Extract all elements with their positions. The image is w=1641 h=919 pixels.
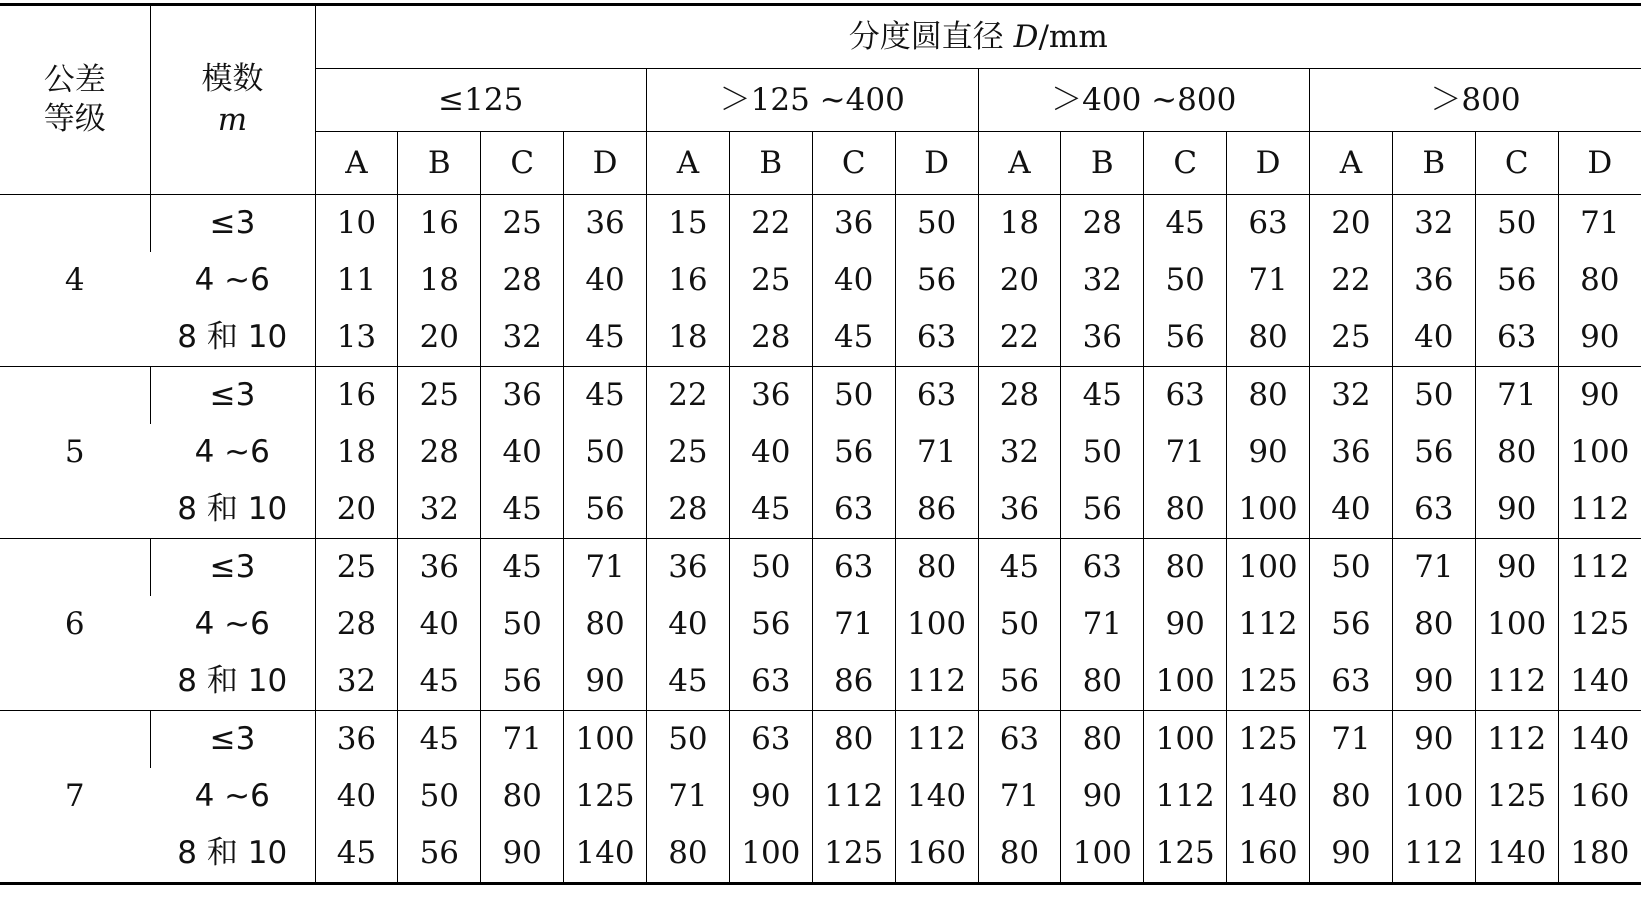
module-cell: ≤3: [150, 539, 315, 597]
value-cell: 63: [978, 711, 1061, 769]
value-cell: 100: [1558, 424, 1641, 481]
value-cell: 90: [481, 825, 564, 884]
value-cell: 10: [315, 195, 398, 253]
value-cell: 28: [729, 309, 812, 367]
value-cell: 32: [1392, 195, 1475, 253]
value-cell: 20: [1310, 195, 1393, 253]
value-cell: 11: [315, 252, 398, 309]
value-cell: 32: [315, 653, 398, 711]
value-cell: 80: [895, 539, 978, 597]
value-cell: 63: [1061, 539, 1144, 597]
value-cell: 180: [1558, 825, 1641, 884]
value-cell: 22: [729, 195, 812, 253]
value-cell: 25: [315, 539, 398, 597]
value-cell: 25: [647, 424, 730, 481]
value-cell: 28: [1061, 195, 1144, 253]
value-cell: 71: [1061, 596, 1144, 653]
grade-cell: 4: [0, 195, 150, 367]
value-cell: 80: [1310, 768, 1393, 825]
value-cell: 90: [1392, 653, 1475, 711]
value-cell: 160: [1558, 768, 1641, 825]
value-cell: 28: [978, 367, 1061, 425]
value-cell: 80: [1227, 367, 1310, 425]
value-cell: 45: [481, 481, 564, 539]
value-cell: 50: [647, 711, 730, 769]
value-cell: 140: [1558, 653, 1641, 711]
value-cell: 112: [1558, 481, 1641, 539]
value-cell: 71: [647, 768, 730, 825]
value-cell: 63: [1310, 653, 1393, 711]
table-row: [0, 539, 1641, 597]
value-cell: 80: [1227, 309, 1310, 367]
grade-cell: 6: [0, 539, 150, 711]
value-cell: 125: [1144, 825, 1227, 884]
value-cell: 56: [1144, 309, 1227, 367]
value-cell: 40: [812, 252, 895, 309]
module-header-symbol: m: [217, 102, 248, 138]
value-cell: 90: [1061, 768, 1144, 825]
value-cell: 100: [1227, 539, 1310, 597]
value-cell: 50: [1475, 195, 1558, 253]
value-cell: 22: [647, 367, 730, 425]
value-cell: 90: [1558, 367, 1641, 425]
value-cell: 140: [1558, 711, 1641, 769]
diameter-header: [315, 5, 1641, 69]
value-cell: 50: [895, 195, 978, 253]
value-cell: 36: [315, 711, 398, 769]
value-cell: 16: [647, 252, 730, 309]
value-cell: 50: [812, 367, 895, 425]
value-cell: 112: [1392, 825, 1475, 884]
value-cell: 50: [1144, 252, 1227, 309]
value-cell: 125: [812, 825, 895, 884]
module-cell: 8 和 10: [177, 663, 288, 699]
value-cell: 45: [564, 367, 647, 425]
table-row: [0, 768, 1641, 825]
value-cell: 56: [1310, 596, 1393, 653]
value-cell: 100: [895, 596, 978, 653]
value-cell: 100: [729, 825, 812, 884]
value-cell: 80: [978, 825, 1061, 884]
value-cell: 56: [1392, 424, 1475, 481]
value-cell: 50: [1061, 424, 1144, 481]
value-cell: 112: [1558, 539, 1641, 597]
value-cell: 18: [978, 195, 1061, 253]
table-row: [0, 481, 1641, 539]
value-cell: 22: [978, 309, 1061, 367]
value-cell: 80: [564, 596, 647, 653]
value-cell: 16: [315, 367, 398, 425]
value-cell: 36: [481, 367, 564, 425]
value-cell: 40: [729, 424, 812, 481]
table-row: [0, 653, 1641, 711]
value-cell: 112: [1475, 711, 1558, 769]
value-cell: 50: [1392, 367, 1475, 425]
value-cell: 100: [1227, 481, 1310, 539]
subcolumn-header: D: [1227, 132, 1310, 195]
value-cell: 63: [729, 653, 812, 711]
value-cell: 40: [647, 596, 730, 653]
value-cell: 90: [1475, 539, 1558, 597]
value-cell: 36: [1061, 309, 1144, 367]
value-cell: 18: [647, 309, 730, 367]
diameter-title: 分度圆直径: [848, 18, 1004, 55]
value-cell: 63: [1227, 195, 1310, 253]
subcolumn-header: B: [1061, 132, 1144, 195]
value-cell: 63: [729, 711, 812, 769]
value-cell: 63: [812, 539, 895, 597]
value-cell: 45: [812, 309, 895, 367]
value-cell: 90: [1310, 825, 1393, 884]
value-cell: 90: [1475, 481, 1558, 539]
table-row: [0, 195, 1641, 253]
table-row: [0, 252, 1641, 309]
value-cell: 56: [812, 424, 895, 481]
value-cell: 45: [647, 653, 730, 711]
value-cell: 22: [1310, 252, 1393, 309]
value-cell: 100: [1061, 825, 1144, 884]
value-cell: 18: [315, 424, 398, 481]
value-cell: 36: [812, 195, 895, 253]
value-cell: 50: [398, 768, 481, 825]
value-cell: 63: [1144, 367, 1227, 425]
value-cell: 80: [481, 768, 564, 825]
value-cell: 160: [1227, 825, 1310, 884]
value-cell: 100: [1392, 768, 1475, 825]
value-cell: 25: [1310, 309, 1393, 367]
value-cell: 63: [895, 309, 978, 367]
value-cell: 56: [481, 653, 564, 711]
range-header: ≤125: [315, 69, 647, 132]
value-cell: 140: [564, 825, 647, 884]
value-cell: 71: [481, 711, 564, 769]
value-cell: 25: [729, 252, 812, 309]
value-cell: 28: [315, 596, 398, 653]
value-cell: 45: [1061, 367, 1144, 425]
value-cell: 90: [564, 653, 647, 711]
value-cell: 20: [398, 309, 481, 367]
value-cell: 71: [1392, 539, 1475, 597]
value-cell: 28: [647, 481, 730, 539]
value-cell: 16: [398, 195, 481, 253]
module-cell: 8 和 10: [177, 319, 288, 355]
value-cell: 71: [1558, 195, 1641, 253]
value-cell: 80: [1144, 539, 1227, 597]
value-cell: 36: [1392, 252, 1475, 309]
value-cell: 80: [1392, 596, 1475, 653]
value-cell: 80: [1558, 252, 1641, 309]
value-cell: 71: [895, 424, 978, 481]
value-cell: 25: [398, 367, 481, 425]
value-cell: 112: [895, 653, 978, 711]
value-cell: 20: [315, 481, 398, 539]
value-cell: 50: [481, 596, 564, 653]
subcolumn-header: B: [398, 132, 481, 195]
subcolumn-header: A: [978, 132, 1061, 195]
value-cell: 40: [481, 424, 564, 481]
value-cell: 71: [1144, 424, 1227, 481]
subcolumn-header: D: [895, 132, 978, 195]
value-cell: 90: [729, 768, 812, 825]
value-cell: 45: [398, 653, 481, 711]
value-cell: 40: [1392, 309, 1475, 367]
value-cell: 90: [1392, 711, 1475, 769]
subcolumn-header: D: [564, 132, 647, 195]
subcolumn-header: A: [1310, 132, 1393, 195]
value-cell: 40: [564, 252, 647, 309]
module-cell: 4 ~6: [194, 778, 270, 814]
value-cell: 50: [729, 539, 812, 597]
value-cell: 63: [1475, 309, 1558, 367]
value-cell: 45: [729, 481, 812, 539]
value-cell: 45: [1144, 195, 1227, 253]
value-cell: 80: [812, 711, 895, 769]
value-cell: 18: [398, 252, 481, 309]
value-cell: 56: [978, 653, 1061, 711]
value-cell: 45: [315, 825, 398, 884]
diameter-unit: /mm: [1038, 18, 1108, 55]
value-cell: 125: [1558, 596, 1641, 653]
grade-header: [0, 5, 150, 195]
module-header-label: 模数: [201, 61, 264, 97]
value-cell: 112: [895, 711, 978, 769]
module-cell: ≤3: [150, 195, 315, 253]
module-cell: ≤3: [150, 367, 315, 425]
subcolumn-header: C: [481, 132, 564, 195]
table-row: [0, 711, 1641, 769]
value-cell: 32: [398, 481, 481, 539]
value-cell: 63: [812, 481, 895, 539]
value-cell: 140: [1227, 768, 1310, 825]
value-cell: 71: [1227, 252, 1310, 309]
value-cell: 45: [564, 309, 647, 367]
value-cell: 112: [1144, 768, 1227, 825]
value-cell: 36: [647, 539, 730, 597]
value-cell: 90: [1558, 309, 1641, 367]
grade-cell: 5: [0, 367, 150, 539]
range-header: ＞400 ~800: [978, 69, 1310, 132]
table-row: [0, 309, 1641, 367]
value-cell: 71: [978, 768, 1061, 825]
value-cell: 86: [812, 653, 895, 711]
value-cell: 40: [398, 596, 481, 653]
value-cell: 32: [978, 424, 1061, 481]
value-cell: 125: [1227, 711, 1310, 769]
value-cell: 80: [1475, 424, 1558, 481]
module-header: [150, 5, 315, 195]
subcolumn-header: B: [1392, 132, 1475, 195]
subcolumn-header: C: [1475, 132, 1558, 195]
value-cell: 25: [481, 195, 564, 253]
value-cell: 36: [978, 481, 1061, 539]
value-cell: 45: [398, 711, 481, 769]
value-cell: 160: [895, 825, 978, 884]
value-cell: 140: [895, 768, 978, 825]
value-cell: 32: [1310, 367, 1393, 425]
value-cell: 80: [1061, 711, 1144, 769]
subcolumn-header: A: [315, 132, 398, 195]
value-cell: 36: [398, 539, 481, 597]
value-cell: 100: [1144, 653, 1227, 711]
module-cell: 8 和 10: [177, 835, 288, 871]
subcolumn-header: A: [647, 132, 730, 195]
table-body: [0, 195, 1641, 884]
tolerance-table: [0, 3, 1641, 885]
value-cell: 125: [1227, 653, 1310, 711]
value-cell: 56: [895, 252, 978, 309]
value-cell: 100: [1475, 596, 1558, 653]
value-cell: 71: [1475, 367, 1558, 425]
value-cell: 125: [564, 768, 647, 825]
value-cell: 86: [895, 481, 978, 539]
module-cell: 8 和 10: [177, 491, 288, 527]
table-header: [0, 5, 1641, 195]
value-cell: 32: [481, 309, 564, 367]
value-cell: 28: [481, 252, 564, 309]
value-cell: 90: [1227, 424, 1310, 481]
value-cell: 112: [812, 768, 895, 825]
value-cell: 71: [564, 539, 647, 597]
value-cell: 80: [1144, 481, 1227, 539]
value-cell: 100: [564, 711, 647, 769]
value-cell: 80: [1061, 653, 1144, 711]
value-cell: 32: [1061, 252, 1144, 309]
value-cell: 40: [315, 768, 398, 825]
value-cell: 13: [315, 309, 398, 367]
module-cell: ≤3: [150, 711, 315, 769]
table-row: [0, 424, 1641, 481]
table-row: [0, 367, 1641, 425]
value-cell: 56: [564, 481, 647, 539]
module-cell: 4 ~6: [194, 606, 270, 642]
value-cell: 56: [1475, 252, 1558, 309]
value-cell: 71: [812, 596, 895, 653]
value-cell: 50: [564, 424, 647, 481]
value-cell: 45: [978, 539, 1061, 597]
module-cell: 4 ~6: [194, 434, 270, 470]
value-cell: 50: [1310, 539, 1393, 597]
module-cell: 4 ~6: [194, 262, 270, 298]
diameter-symbol: D: [1013, 18, 1039, 55]
value-cell: 36: [1310, 424, 1393, 481]
value-cell: 90: [1144, 596, 1227, 653]
value-cell: 20: [978, 252, 1061, 309]
grade-header-line1: 公差: [43, 62, 106, 98]
value-cell: 63: [895, 367, 978, 425]
value-cell: 80: [647, 825, 730, 884]
value-cell: 40: [1310, 481, 1393, 539]
table-row: [0, 596, 1641, 653]
value-cell: 45: [481, 539, 564, 597]
value-cell: 56: [1061, 481, 1144, 539]
value-cell: 63: [1392, 481, 1475, 539]
range-header: ＞800: [1310, 69, 1641, 132]
table-row: [0, 825, 1641, 884]
subcolumn-header: B: [729, 132, 812, 195]
value-cell: 50: [978, 596, 1061, 653]
subcolumn-header: C: [812, 132, 895, 195]
subcolumn-header: D: [1558, 132, 1641, 195]
value-cell: 15: [647, 195, 730, 253]
grade-cell: 7: [0, 711, 150, 884]
value-cell: 140: [1475, 825, 1558, 884]
value-cell: 125: [1475, 768, 1558, 825]
subcolumn-header: C: [1144, 132, 1227, 195]
value-cell: 36: [729, 367, 812, 425]
value-cell: 56: [398, 825, 481, 884]
value-cell: 36: [564, 195, 647, 253]
value-cell: 112: [1227, 596, 1310, 653]
grade-header-line2: 等级: [43, 101, 106, 137]
value-cell: 28: [398, 424, 481, 481]
range-header: ＞125 ~400: [647, 69, 979, 132]
value-cell: 56: [729, 596, 812, 653]
value-cell: 71: [1310, 711, 1393, 769]
value-cell: 112: [1475, 653, 1558, 711]
value-cell: 100: [1144, 711, 1227, 769]
